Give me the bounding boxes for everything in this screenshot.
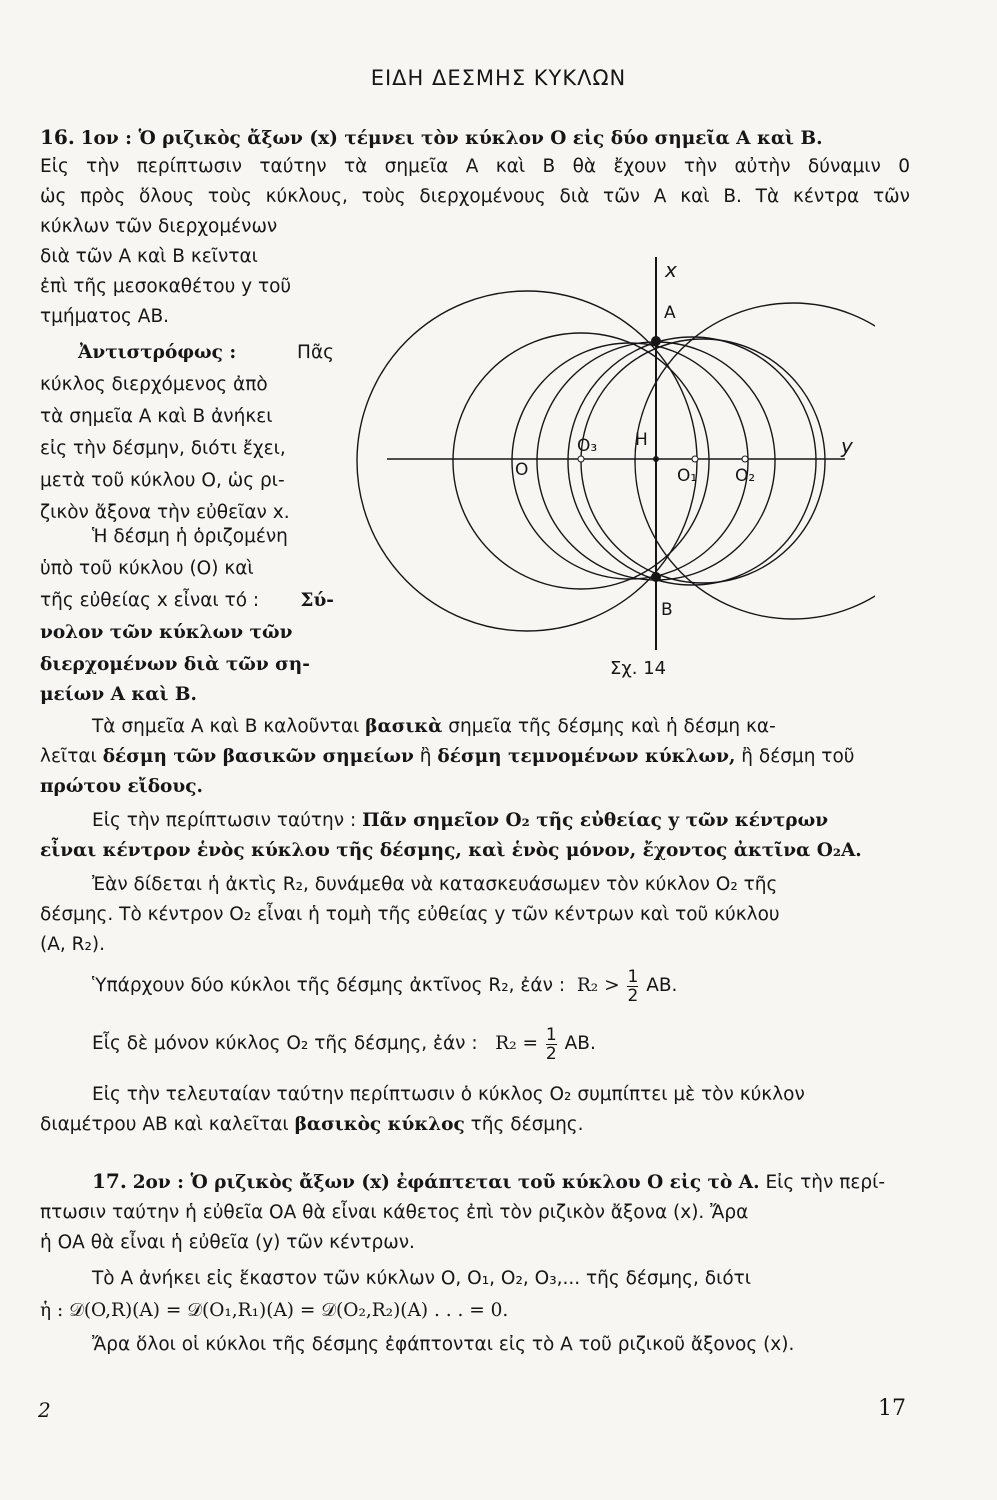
text-line: Εἰς τὴν περίπτωσιν ταύτην τὰ σημεῖα Α καὶ Β θὰ ἔχουν τὴν αὐτὴν δύναμιν 0 [40, 156, 910, 177]
label-x: x [665, 258, 677, 282]
formula-lhs: R₂ = [495, 1033, 539, 1054]
formula-lhs: R₂ > [576, 975, 620, 996]
paragraph-line: Ἐὰν δίδεται ἡ ἀκτὶς R₂, δυνάμεθα νὰ κατασκευάσωμεν τὸν κύκλον O₂ τῆς [92, 874, 778, 895]
bold-line: εἶναι κέντρον ἑνὸς κύκλου τῆς δέσμης, καὶ ἑνὸς μόνον, ἔχοντος ἀκτῖνα O₂A. [40, 840, 862, 861]
label-O: O [515, 460, 529, 480]
section-heading-text: 2ον : Ὁ ριζικὸς ἄξων (x) ἐφάπτεται τοῦ κύκλου Ο εἰς τὸ Α. [132, 1172, 760, 1193]
text-line: μετὰ τοῦ κύκλου Ο, ὡς ρι- [40, 470, 285, 491]
text-fragment: Εἰς τὴν περί- [765, 1172, 886, 1193]
label-H: H [635, 430, 648, 450]
text-line [40, 586, 334, 616]
section-16-heading [40, 122, 910, 154]
text-line: κύκλων τῶν διερχομένων [40, 216, 278, 237]
converse-label: Ἀντιστρόφως : [78, 342, 237, 363]
converse-line [78, 338, 334, 368]
label-B: B [661, 600, 673, 620]
bold-fragment: Πᾶν σημεῖον O₂ τῆς εὐθείας y τῶν κέντρων [362, 810, 829, 831]
point-B [651, 572, 661, 582]
paragraph-line [40, 742, 854, 772]
bold-fragment: δέσμη τεμνομένων κύκλων, [437, 746, 736, 767]
bold-line: πρώτου εἴδους. [40, 776, 203, 797]
fraction-numerator: 1 [627, 966, 639, 987]
fraction-half [546, 1026, 557, 1063]
paragraph-line [40, 1110, 584, 1140]
figure-14 [355, 255, 875, 690]
text-line: τὰ σημεῖα Α καὶ Β ἀνήκει [40, 406, 273, 427]
bold-line: μείων Α καὶ Β. [40, 684, 197, 705]
paragraph-line: ἡ ΟΑ θὰ εἶναι ἡ εὐθεῖα (y) τῶν κέντρων. [40, 1232, 415, 1253]
formula-line-2 [92, 1024, 596, 1064]
text-fragment: Τὰ σημεῖα Α καὶ Β καλοῦνται [92, 716, 360, 737]
bold-fragment: Σύ- [300, 590, 334, 611]
paragraph-line: (A, R₂). [40, 934, 106, 955]
paragraph-line: πτωσιν ταύτην ἡ εὐθεῖα ΟΑ θὰ εἶναι κάθετος ἐπὶ τὸν ριζικὸν ἄξονα (x). Ἄρα [40, 1202, 749, 1223]
bold-fragment: δέσμη τῶν βασικῶν σημείων [102, 746, 414, 767]
label-y: y [841, 434, 853, 458]
formula-line: ἡ : 𝒟(O,R)(A) = 𝒟(O₁,R₁)(A) = 𝒟(O₂,R₂)(A) . . . = 0. [40, 1300, 509, 1321]
text-fragment: σημεῖα τῆς δέσμης καὶ ἡ δέσμη κα- [448, 716, 776, 737]
text-fragment: Πᾶς [297, 342, 334, 363]
label-O3: O₃ [577, 436, 598, 456]
text-line: ἐπὶ τῆς μεσοκαθέτου y τοῦ [40, 276, 292, 297]
text-line: διὰ τῶν Α καὶ Β κεῖνται [40, 246, 258, 267]
paragraph-line: Τὸ Α ἀνήκει εἰς ἕκαστον τῶν κύκλων Ο, O₁, O₂, O₃,... τῆς δέσμης, διότι [92, 1268, 752, 1289]
bold-line: διερχομένων διὰ τῶν ση- [40, 654, 310, 675]
fraction-half [627, 968, 638, 1005]
signature-mark: 2 [38, 1398, 51, 1422]
text-line: ζικὸν ἄξονα τὴν εὐθεῖαν x. [40, 502, 290, 523]
point-H [653, 456, 659, 462]
text-fragment: ἢ [419, 746, 432, 767]
paragraph-line: Ἄρα ὅλοι οἱ κύκλοι τῆς δέσμης ἐφάπτονται εἰς τὸ Α τοῦ ριζικοῦ ἄξονος (x). [92, 1334, 795, 1355]
paragraph-line: δέσμης. Τὸ κέντρον O₂ εἶναι ἡ τομὴ τῆς εὐθείας y τῶν κέντρων καὶ τοῦ κύκλου [40, 904, 780, 925]
fraction-numerator: 1 [545, 1024, 557, 1045]
circle-inner-right [568, 337, 816, 585]
text-fragment: Εἷς δὲ μόνον κύκλος O₂ τῆς δέσμης, ἐάν : [92, 1033, 478, 1054]
point-O1 [692, 456, 698, 462]
label-A: A [664, 303, 676, 323]
text-fragment: διαμέτρου ΑΒ καὶ καλεῖται [40, 1114, 289, 1135]
section-17-heading [92, 1166, 885, 1198]
text-fragment: Ὑπάρχουν δύο κύκλοι τῆς δέσμης ἀκτῖνος R₂, ἐάν : [92, 975, 566, 996]
bold-fragment: βασικὸς κύκλος [294, 1114, 465, 1135]
fraction-denominator: 2 [545, 1043, 557, 1064]
formula-rhs: AB. [646, 975, 678, 996]
paragraph-line: Εἰς τὴν τελευταίαν ταύτην περίπτωσιν ὁ κύκλος O₂ συμπίπτει μὲ τὸν κύκλον [92, 1084, 805, 1105]
point-O2 [742, 456, 748, 462]
section-heading-text: 1ον : Ὁ ριζικὸς ἄξων (x) τέμνει τὸν κύκλον Ο εἰς δύο σημεῖα Α καὶ Β. [80, 128, 823, 149]
point-A [651, 336, 661, 346]
text-line: κύκλος διερχόμενος ἀπὸ [40, 374, 268, 395]
text-line: Ἡ δέσμη ἡ ὁριζομένη [92, 526, 288, 547]
label-O1: O₁ [677, 466, 698, 486]
text-fragment: Εἰς τὴν περίπτωσιν ταύτην : [92, 810, 357, 831]
text-fragment: τῆς εὐθείας x εἶναι τό : [40, 590, 260, 611]
paragraph-line [92, 806, 828, 836]
text-line: ὡς πρὸς ὅλους τοὺς κύκλους, τοὺς διερχομένους διὰ τῶν Α καὶ Β. Τὰ κέντρα τῶν [40, 186, 910, 207]
text-fragment: λεῖται [40, 746, 97, 767]
page-title: ΕΙΔΗ ΔΕΣΜΗΣ ΚΥΚΛΩΝ [370, 66, 627, 90]
label-O2: O₂ [735, 466, 756, 486]
section-number: 17. [92, 1169, 127, 1193]
formula-rhs: AB. [564, 1033, 596, 1054]
fraction-denominator: 2 [627, 985, 639, 1006]
text-line: ὑπὸ τοῦ κύκλου (Ο) καὶ [40, 558, 254, 579]
section-number: 16. [40, 125, 75, 149]
bold-fragment: βασικὰ [365, 716, 443, 737]
text-fragment: ἢ δέσμη τοῦ [741, 746, 855, 767]
formula-line-1 [92, 966, 677, 1006]
text-line: εἰς τὴν δέσμην, διότι ἔχει, [40, 438, 286, 459]
figure-caption: Σχ. 14 [610, 658, 667, 679]
point-O3 [578, 456, 584, 462]
page-number: 17 [878, 1396, 906, 1421]
text-fragment: τῆς δέσμης. [470, 1114, 584, 1135]
bold-line: νολον τῶν κύκλων τῶν [40, 622, 293, 643]
text-line: τμήματος ΑΒ. [40, 306, 170, 327]
circle-inner-left [512, 343, 748, 579]
paragraph-line [92, 712, 776, 742]
circle-middle-right [581, 339, 825, 583]
